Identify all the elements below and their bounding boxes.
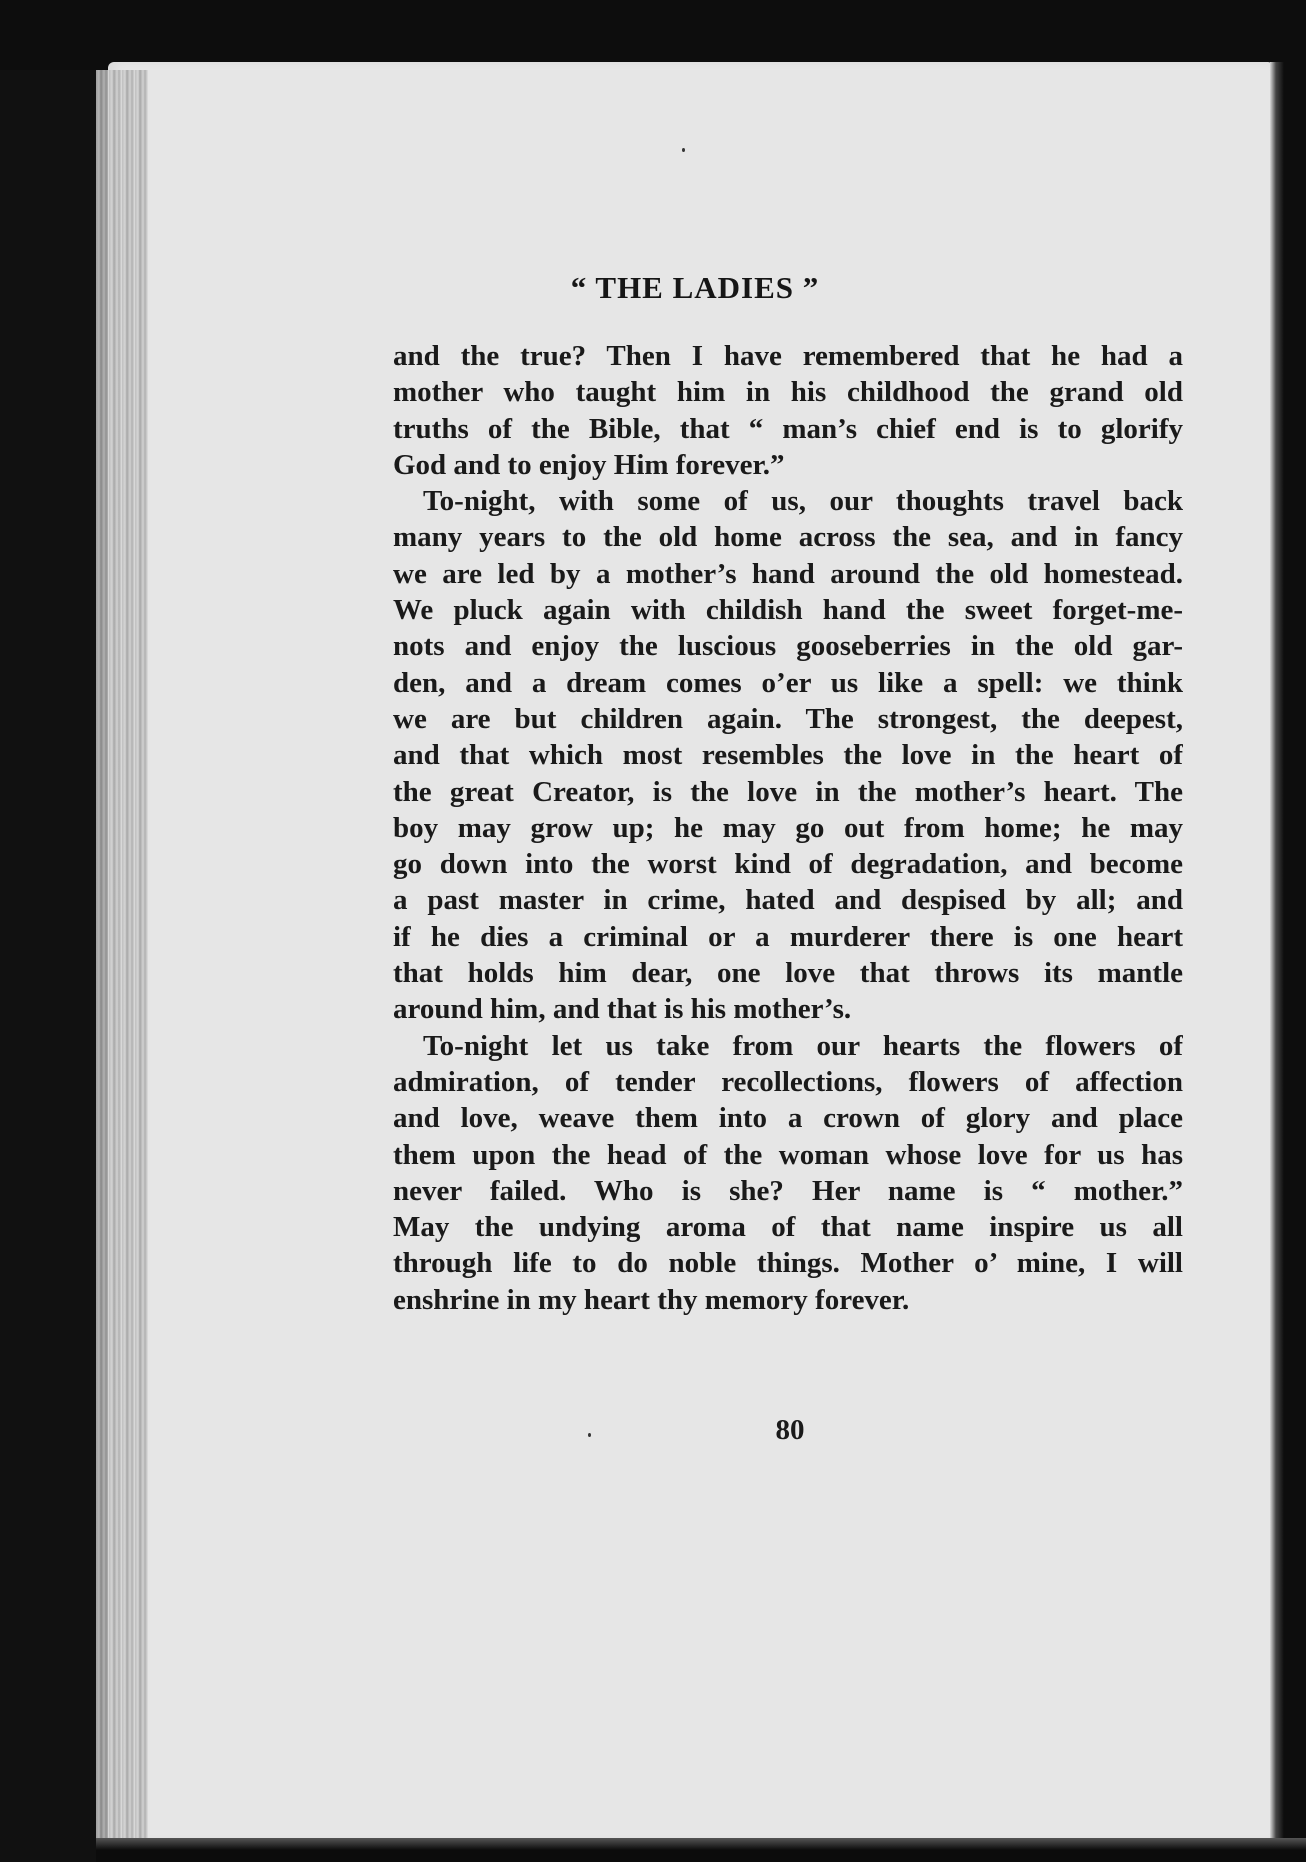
text-line: the great Creator, is the love in the mother’s heart. The bbox=[393, 775, 1183, 808]
text-line: them upon the head of the woman whose love for us has bbox=[393, 1138, 1183, 1171]
text-line: a past master in crime, hated and despised by all; and bbox=[393, 884, 1183, 917]
text-line: and the true? Then I have remembered that he had a bbox=[393, 340, 1183, 372]
body-text bbox=[393, 338, 1183, 1318]
ink-speck bbox=[682, 148, 685, 152]
page-binding-edge bbox=[96, 70, 148, 1840]
text-line: go down into the worst kind of degradation, and become bbox=[393, 848, 1183, 881]
text-line: mother who taught him in his childhood the grand old bbox=[393, 376, 1183, 409]
text-line: God and to enjoy Him forever.” bbox=[393, 448, 785, 481]
text-line: To-night let us take from our hearts the flowers of bbox=[423, 1029, 1183, 1062]
text-line: we are led by a mother’s hand around the old homestead. bbox=[393, 557, 1183, 590]
text-line: admiration, of tender recollections, flowers of affection bbox=[393, 1065, 1183, 1098]
text-line: We pluck again with childish hand the sweet forget-me- bbox=[393, 594, 1183, 627]
text-line: enshrine in my heart thy memory forever. bbox=[393, 1283, 910, 1316]
scan-border bbox=[0, 0, 1306, 70]
text-line: that holds him dear, one love that throws its mantle bbox=[393, 957, 1183, 990]
page-right-edge bbox=[1270, 62, 1306, 1852]
text-line: May the undying aroma of that name inspire us all bbox=[393, 1211, 1183, 1244]
text-line: never failed. Who is she? Her name is “ mother.” bbox=[393, 1174, 1183, 1207]
text-line: we are but children again. The strongest, the deepest, bbox=[393, 702, 1183, 735]
page-number: 80 bbox=[775, 1414, 805, 1446]
text-line: and love, weave them into a crown of glory and place bbox=[393, 1102, 1183, 1135]
text-line: boy may grow up; he may go out from home; he may bbox=[393, 811, 1183, 844]
page-bottom-edge bbox=[96, 1838, 1306, 1862]
text-line: if he dies a criminal or a murderer there is one heart bbox=[393, 920, 1183, 953]
text-line: den, and a dream comes o’er us like a spell: we think bbox=[393, 666, 1183, 699]
text-line: around him, and that is his mother’s. bbox=[393, 993, 852, 1026]
text-line: To-night, with some of us, our thoughts travel back bbox=[423, 485, 1183, 518]
text-line: nots and enjoy the luscious gooseberries in the old gar- bbox=[393, 630, 1183, 663]
text-line: many years to the old home across the sea, and in fancy bbox=[393, 521, 1183, 554]
running-head: “ THE LADIES ” bbox=[570, 270, 820, 305]
text-line: through life to do noble things. Mother o’ mine, I will bbox=[393, 1247, 1183, 1280]
text-line: truths of the Bible, that “ man’s chief end is to glorify bbox=[393, 412, 1183, 445]
text-line: and that which most resembles the love in the heart of bbox=[393, 739, 1183, 772]
ink-speck bbox=[588, 1433, 591, 1437]
